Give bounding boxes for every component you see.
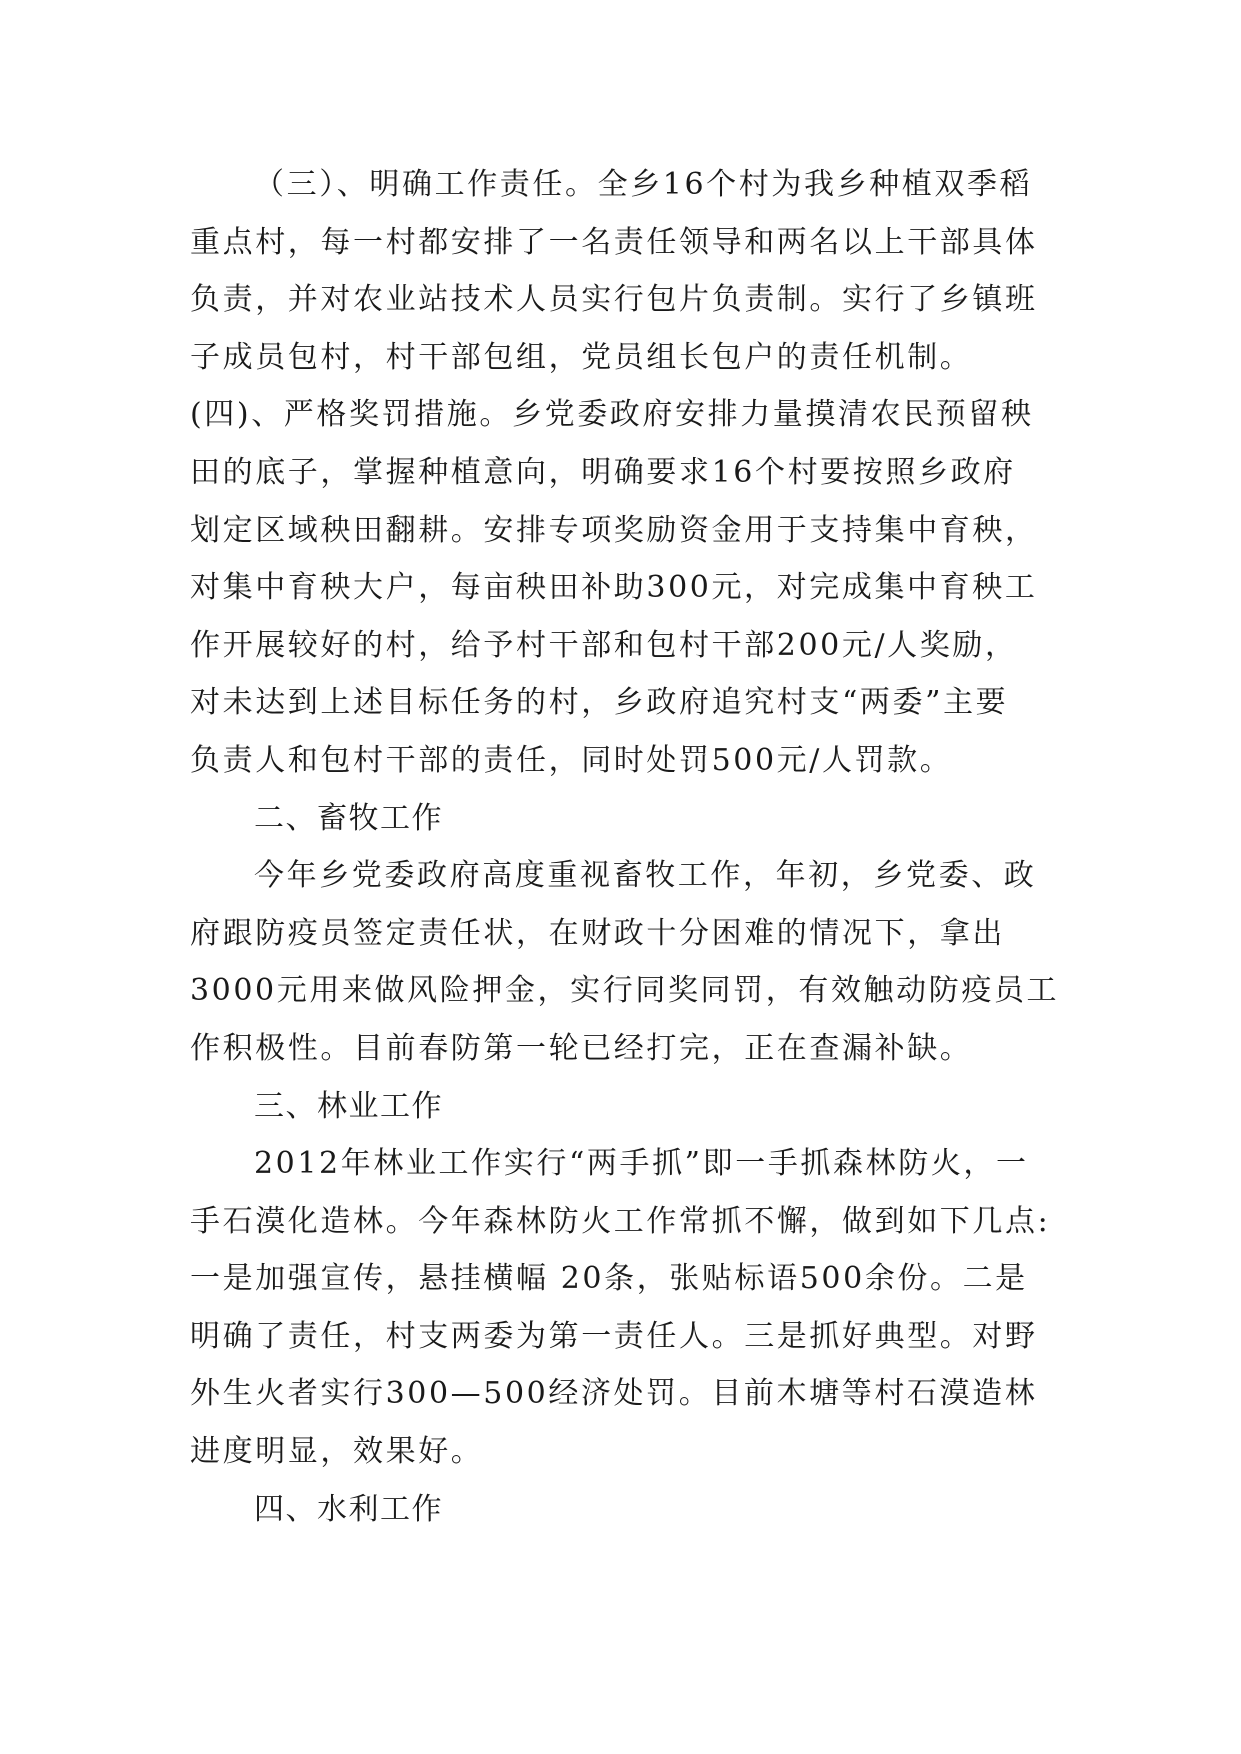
paragraph-line: 划定区域秧田翻耕。安排专项奖励资金用于支持集中育秧， bbox=[190, 512, 1038, 548]
paragraph-line: 2012年林业工作实行“两手抓”即一手抓森林防火，一 bbox=[254, 1146, 1029, 1182]
paragraph-line: 明确了责任，村支两委为第一责任人。三是抓好典型。对野 bbox=[190, 1318, 1038, 1354]
paragraph-line: （三）、明确工作责任。全乡16个村为我乡种植双季稻 bbox=[254, 167, 1033, 202]
paragraph-line: 外生火者实行300—500经济处罚。目前木塘等村石漠造林 bbox=[190, 1376, 1038, 1412]
paragraph-line: 重点村，每一村都安排了一名责任领导和两名以上干部具体 bbox=[190, 224, 1038, 260]
paragraph-line: 3000元用来做风险押金，实行同奖同罚，有效触动防疫员工 bbox=[190, 973, 1060, 1009]
paragraph-line: 负责，并对农业站技术人员实行包片负责制。实行了乡镇班 bbox=[190, 282, 1038, 318]
section-heading-water-conservancy: 四、水利工作 bbox=[254, 1491, 443, 1527]
paragraph-line: 负责人和包村干部的责任，同时处罚500元/人罚款。 bbox=[190, 742, 953, 778]
paragraph-line: 田的底子，掌握种植意向，明确要求16个村要按照乡政府 bbox=[190, 454, 1016, 490]
paragraph-line: 一是加强宣传，悬挂横幅 20条，张贴标语500余份。二是 bbox=[190, 1261, 1028, 1297]
paragraph-line: 进度明显，效果好。 bbox=[190, 1434, 484, 1470]
paragraph-line: 府跟防疫员签定责任状，在财政十分困难的情况下，拿出 bbox=[190, 915, 1005, 951]
paragraph-line: 手石漠化造林。今年森林防火工作常抓不懈，做到如下几点: bbox=[190, 1203, 1051, 1239]
document-body bbox=[190, 156, 1060, 1538]
paragraph-line: 子成员包村，村干部包组，党员组长包户的责任机制。 bbox=[190, 339, 973, 375]
paragraph-line: 对集中育秧大户，每亩秧田补助300元，对完成集中育秧工 bbox=[190, 570, 1038, 606]
paragraph-line: 作积极性。目前春防第一轮已经打完，正在查漏补缺。 bbox=[190, 1030, 973, 1066]
section-heading-livestock: 二、畜牧工作 bbox=[254, 800, 443, 836]
paragraph-line: (四)、严格奖罚措施。乡党委政府安排力量摸清农民预留秧 bbox=[190, 397, 1034, 433]
paragraph-line: 今年乡党委政府高度重视畜牧工作，年初，乡党委、政 bbox=[254, 858, 1037, 894]
paragraph-line: 作开展较好的村，给予村干部和包村干部200元/人奖励， bbox=[190, 627, 1018, 663]
paragraph-line: 对未达到上述目标任务的村，乡政府追究村支“两委”主要 bbox=[190, 685, 1009, 721]
section-heading-forestry: 三、林业工作 bbox=[254, 1088, 443, 1124]
